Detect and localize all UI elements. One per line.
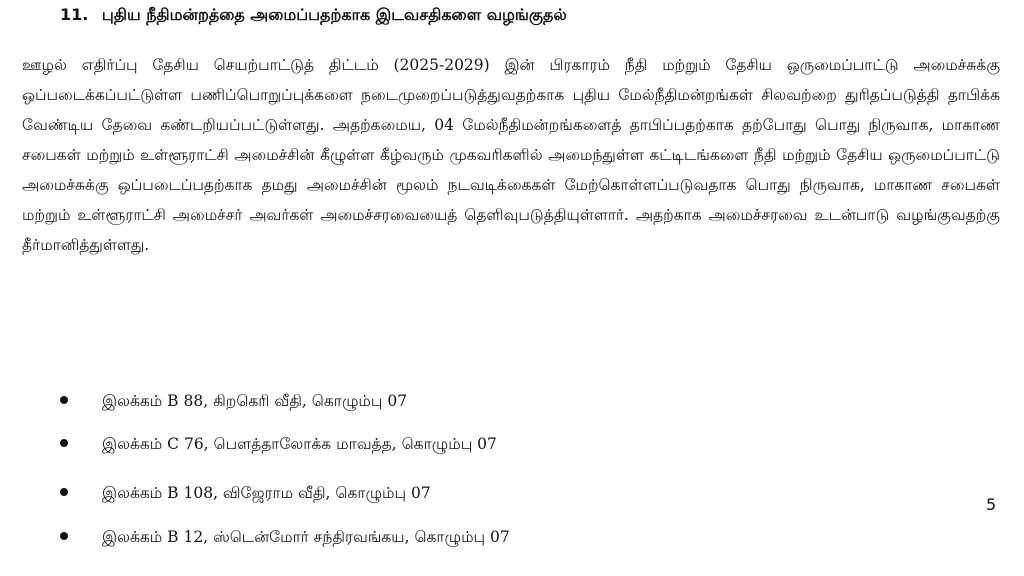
bullet-icon xyxy=(60,532,68,540)
list-item xyxy=(60,388,407,414)
page-number: 5 xyxy=(986,495,997,514)
address-text: இலக்கம் C 76, பௌத்தாலோக்க மாவத்த, கொழும்பு 07 xyxy=(102,435,497,453)
address-text: இலக்கம் B 108, விஜேராம வீதி, கொழும்பு 07 xyxy=(102,484,431,502)
address-text: இலக்கம் B 12, ஸ்டென்மோர் சந்திரவங்கய, கொழும்பு 07 xyxy=(102,528,510,546)
list-item xyxy=(60,524,510,550)
section-heading xyxy=(60,4,567,26)
bullet-icon xyxy=(60,396,68,404)
body-paragraph: ஊழல் எதிர்ப்பு தேசிய செயற்பாட்டுத் திட்டம் (2025-2029) இன் பிரகாரம் நீதி மற்றும் தேசிய ஒருமைப்பாட்டு அமைச்சுக்கு ஒப்படைக்கப்பட்டுள்ள பணிப்பொறுப்புக்களை நடைமுறைப்படுத்துவதற்காக புதிய மேல்நீதிமன்றங்கள் சிலவற்றை துரிதப்படுத்தி தாபிக்க வேண்டிய தேவை கண்டறியப்பட்டுள்ளது. அதற்கமைய, 04 மேல்நீதிமன்றங்களைத் தாபிப்பதற்காக தற்போது பொது நிருவாக, மாகாண சபைகள் மற்றும் உள்ளூராட்சி அமைச்சின் கீழுள்ள கீழ்வரும் முகவரிகளில் அமைந்துள்ள கட்டிடங்களை நீதி மற்றும் தேசிய ஒருமைப்பாட்டு அமைச்சுக்கு ஒப்படைப்பதற்காக தமது அமைச்சின் மூலம் நடவடிக்கைகள் மேற்கொள்ளப்படுவதாக பொது நிருவாக, மாகாண சபைகள் மற்றும் உள்ளூராட்சி அமைச்சர் அவர்கள் அமைச்சரவையைத் தெளிவுபடுத்தியுள்ளார். அதற்காக அமைச்சரவை உடன்பாடு வழங்குவதற்கு தீர்மானித்துள்ளது. xyxy=(22,56,1000,254)
bullet-icon xyxy=(60,439,68,447)
list-item xyxy=(60,480,431,506)
bullet-icon xyxy=(60,488,68,496)
list-item xyxy=(60,431,497,457)
address-text: இலக்கம் B 88, கிறகெரி வீதி, கொழும்பு 07 xyxy=(102,392,408,410)
section-title: புதிய நீதிமன்றத்தை அமைப்பதற்காக இடவசதிகளை வழங்குதல் xyxy=(101,5,567,24)
section-number: 11. xyxy=(60,5,89,24)
